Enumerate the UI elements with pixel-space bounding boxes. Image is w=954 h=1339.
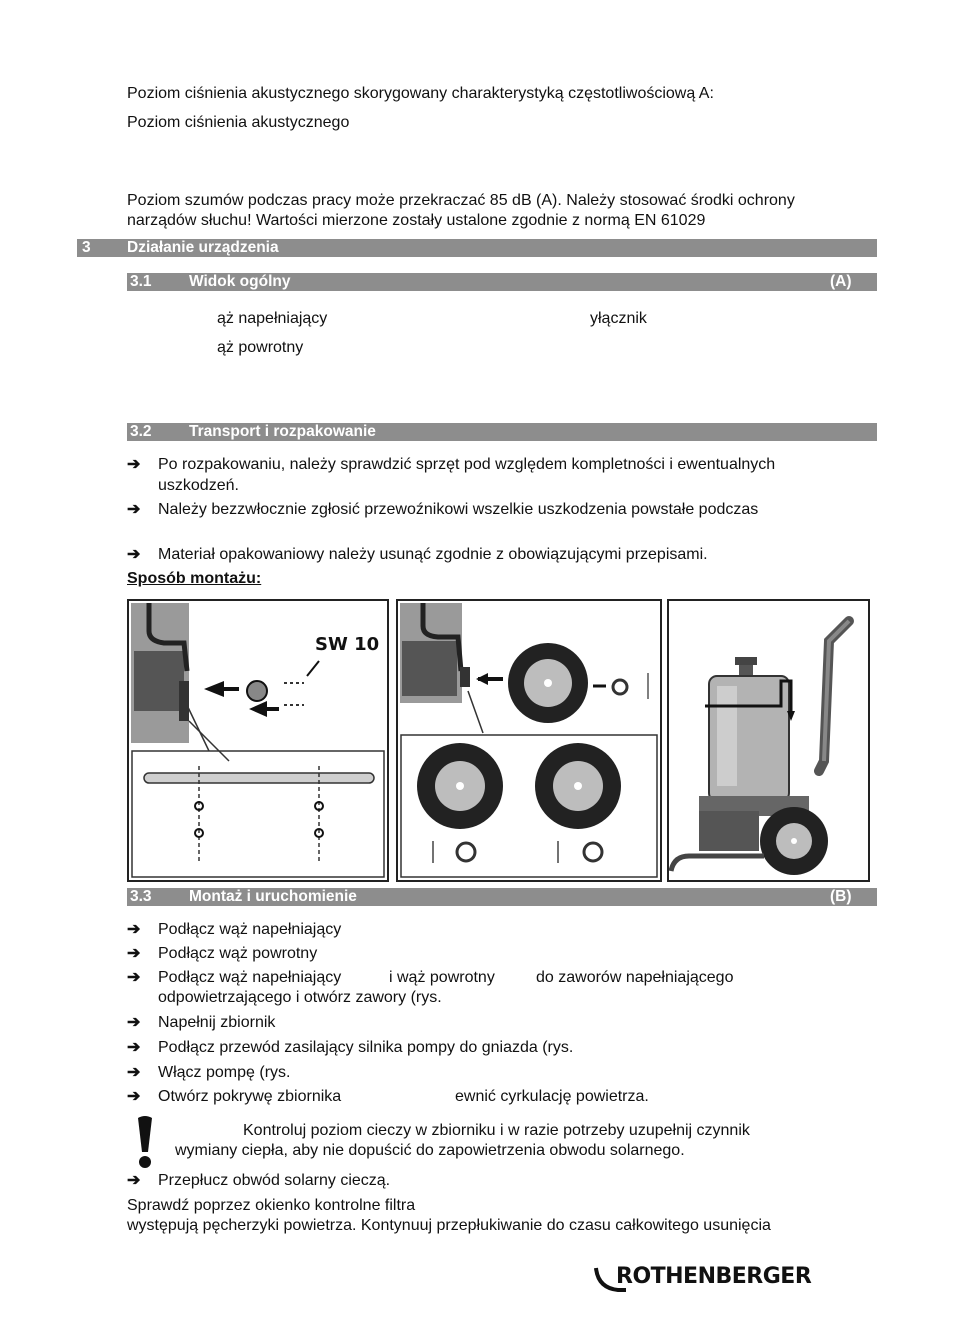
list-item-text: Po rozpakowaniu, należy sprawdzić sprzęt pod względem kompletności i ewentualnych [158, 456, 776, 473]
arrow-right-icon: ➔ [127, 1039, 141, 1056]
figure-handle-mount [667, 599, 870, 882]
list-item-text: Podłącz przewód zasilający silnika pompy do gniazda (rys. [158, 1039, 574, 1056]
overview-item-1: ąż napełniający [217, 310, 328, 327]
list-item-text: Podłącz wąż napełniający [158, 969, 342, 986]
arrow-right-icon: ➔ [127, 1064, 141, 1081]
section-3-2-heading [127, 423, 877, 441]
section-ref: (B) [830, 888, 852, 905]
noise-line-2: Poziom ciśnienia akustycznego [127, 114, 350, 131]
wrench-size-label: SW 10 [315, 634, 380, 655]
assembly-heading: Sposób montażu: [127, 570, 262, 587]
arrow-right-icon: ➔ [127, 501, 141, 518]
final-line-2: występują pęcherzyki powietrza. Kontynuuj przepłukiwanie do czasu całkowitego usunięcia [127, 1217, 771, 1234]
arrow-right-icon: ➔ [127, 945, 141, 962]
list-item-text: Przepłucz obwód solarny cieczą. [158, 1172, 391, 1189]
section-number: 3 [82, 239, 91, 256]
overview-item-3: yłącznik [590, 310, 647, 327]
final-line-1: Sprawdź poprzez okienko kontrolne filtra [127, 1197, 416, 1214]
brand-name: ROTHENBERGER [616, 1264, 812, 1289]
noise-line-4: narządów słuchu! Wartości mierzone zostały ustalone zgodnie z normą EN 61029 [127, 212, 706, 229]
arrow-right-icon: ➔ [127, 546, 141, 563]
list-item-text: ewnić cyrkulację powietrza. [455, 1088, 649, 1105]
list-item-text: uszkodzeń. [158, 477, 239, 494]
arrow-right-icon: ➔ [127, 1014, 141, 1031]
section-number: 3.2 [130, 423, 152, 440]
list-item-text: Należy bezzwłocznie zgłosić przewoźnikowi wszelkie uszkodzenia powstałe podczas [158, 501, 759, 518]
noise-line-3: Poziom szumów podczas pracy może przekraczać 85 dB (A). Należy stosować środki ochrony [127, 192, 795, 209]
section-3-3-heading [127, 888, 877, 906]
axle-mount-illustration [129, 601, 387, 880]
section-ref: (A) [830, 273, 852, 290]
list-item-text: Podłącz wąż napełniający [158, 921, 342, 938]
handle-mount-illustration [669, 601, 868, 880]
list-item-text: Napełnij zbiornik [158, 1014, 276, 1031]
arrow-right-icon: ➔ [127, 1172, 141, 1189]
section-title: Widok ogólny [189, 273, 291, 290]
figure-axle-mount [127, 599, 389, 882]
section-3-heading [77, 239, 877, 257]
overview-item-2: ąż powrotny [217, 339, 304, 356]
warning-line-2: wymiany ciepła, aby nie dopuścić do zapowietrzenia obwodu solarnego. [175, 1142, 685, 1159]
wheel-mount-illustration [398, 601, 660, 880]
section-title: Montaż i uruchomienie [189, 888, 357, 905]
list-item-text: Otwórz pokrywę zbiornika [158, 1088, 342, 1105]
list-item-text: i wąż powrotny [389, 969, 495, 986]
figure-wheel-mount [396, 599, 662, 882]
warning-line-1: Kontroluj poziom cieczy w zbiorniku i w razie potrzeby uzupełnij czynnik [243, 1122, 750, 1139]
list-item-text: do zaworów napełniającego [536, 969, 734, 986]
arrow-right-icon: ➔ [127, 969, 141, 986]
list-item-text: Włącz pompę (rys. [158, 1064, 291, 1081]
list-item-text: Podłącz wąż powrotny [158, 945, 318, 962]
arrow-right-icon: ➔ [127, 921, 141, 938]
arrow-right-icon: ➔ [127, 1088, 141, 1105]
section-title: Transport i rozpakowanie [189, 423, 376, 440]
list-item-text: Materiał opakowaniowy należy usunąć zgodnie z obowiązującymi przepisami. [158, 546, 708, 563]
rothenberger-logo [592, 1262, 832, 1296]
list-item-text: odpowietrzającego i otwórz zawory (rys. [158, 989, 442, 1006]
section-3-1-heading [127, 273, 877, 291]
arrow-right-icon: ➔ [127, 456, 141, 473]
exclamation-icon [133, 1114, 157, 1170]
section-title: Działanie urządzenia [127, 239, 279, 256]
noise-line-1: Poziom ciśnienia akustycznego skorygowany charakterystyką częstotliwościową A: [127, 85, 714, 102]
section-number: 3.3 [130, 888, 152, 905]
section-number: 3.1 [130, 273, 152, 290]
